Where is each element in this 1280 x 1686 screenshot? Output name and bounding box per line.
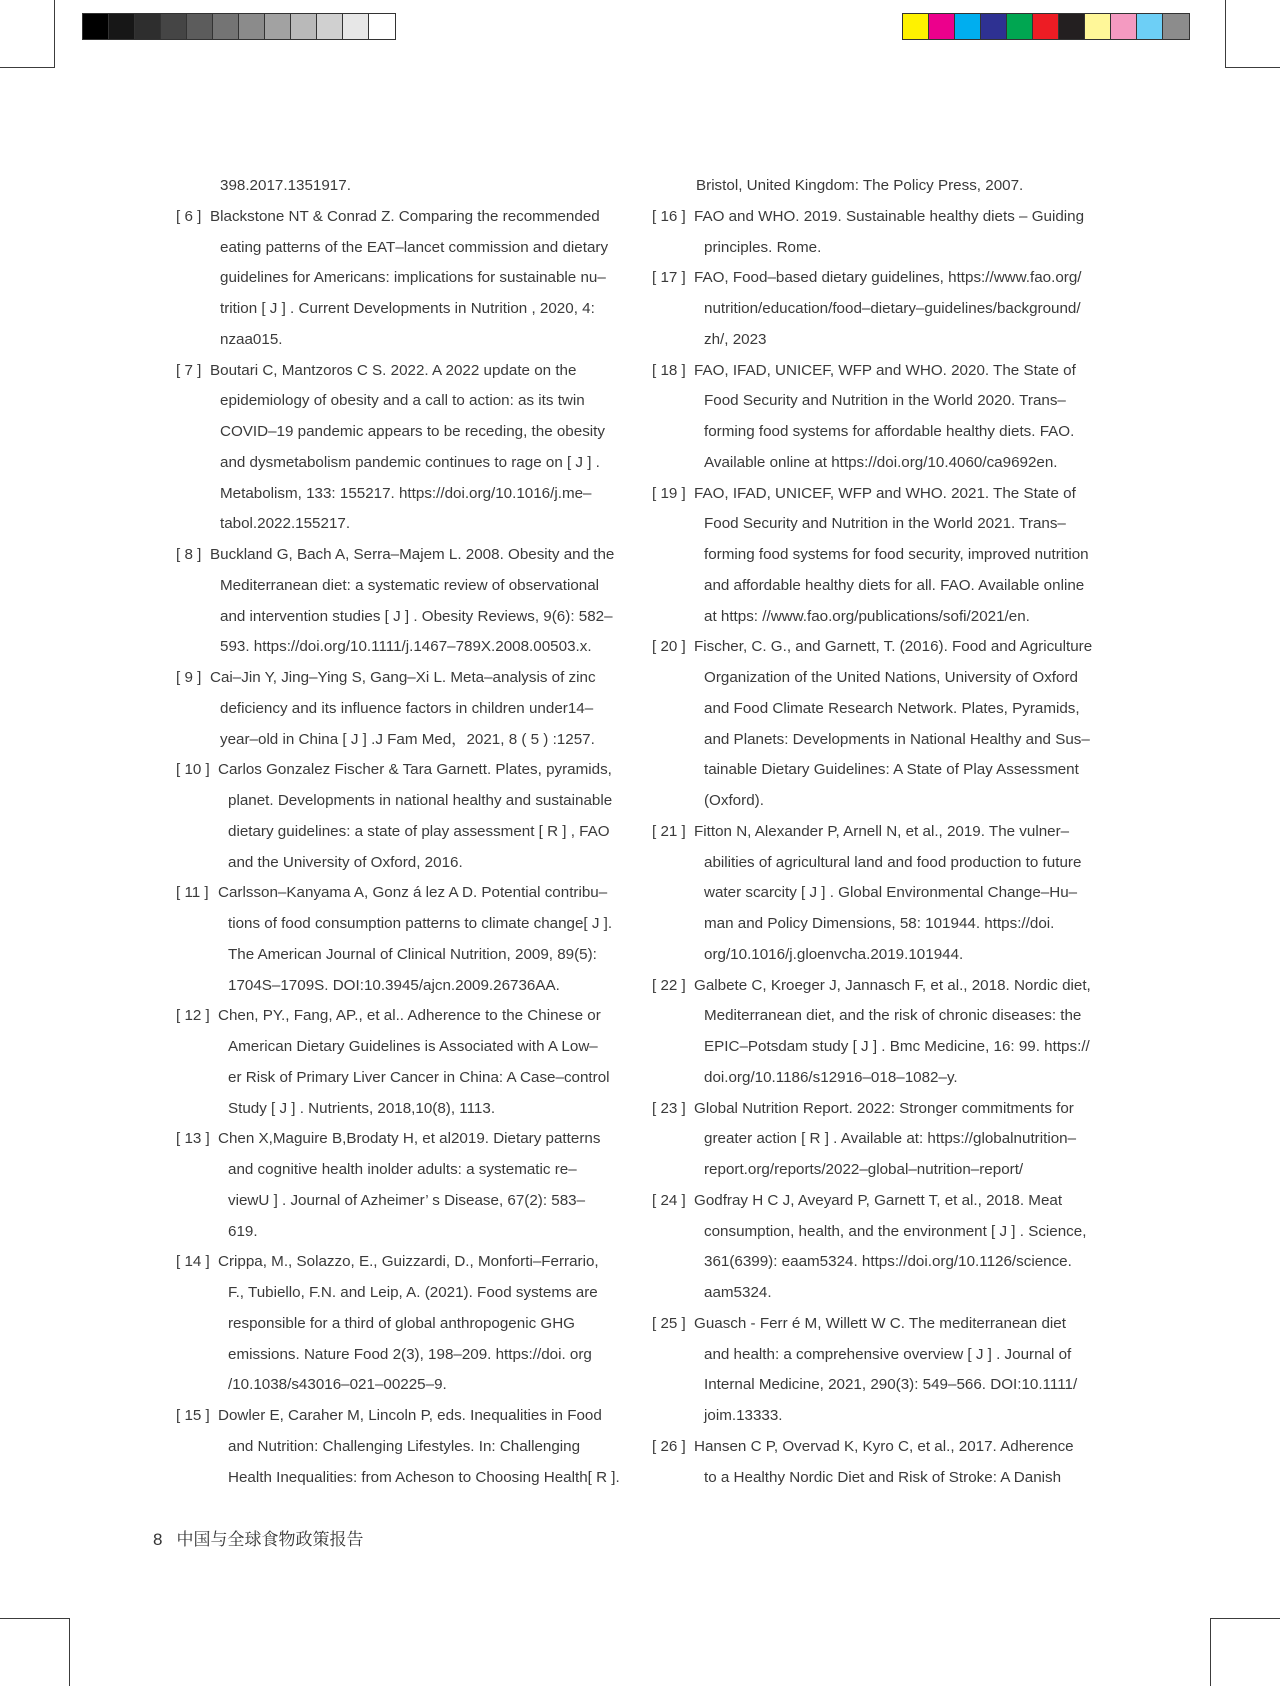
reference-continuation-line: joim.13333.	[704, 1407, 783, 1424]
color-swatch	[903, 14, 929, 39]
color-swatch	[291, 14, 317, 39]
reference-text: Chen X,Maguire B,Brodaty H, et al2019. Dietary patterns	[218, 1130, 601, 1148]
reference-number: [ 20 ]	[652, 638, 686, 656]
reference-number: [ 18 ]	[652, 361, 686, 379]
reference-continuation-line: and cognitive health inolder adults: a systematic re–	[228, 1161, 577, 1178]
reference-number: [ 7 ]	[176, 361, 202, 379]
reference-first-line	[652, 632, 1102, 663]
reference-continuation-line: nzaa015.	[220, 330, 283, 348]
reference-text: Hansen C P, Overvad K, Kyro C, et al., 2017. Adherence	[694, 1437, 1074, 1455]
reference-number: [ 12 ]	[176, 1007, 210, 1025]
color-swatch	[981, 14, 1007, 39]
reference-continuation-line: dietary guidelines: a state of play assessment [ R ] , FAO	[228, 822, 610, 840]
reference-continuation-line: tions of food consumption patterns to climate change[ J ].	[228, 915, 613, 932]
reference-text: Fischer, C. G., and Garnett, T. (2016). Food and Agriculture	[694, 638, 1093, 656]
reference-first-line	[652, 1186, 1102, 1217]
reference-continuation-line: Metabolism, 133: 155217. https://doi.org/10.1016/j.me–	[220, 484, 592, 502]
color-swatch	[83, 14, 109, 39]
reference-continuation-line: planet. Developments in national healthy and sustainable	[228, 792, 613, 809]
reference-entry	[176, 540, 626, 663]
crop-mark	[1210, 1618, 1280, 1619]
reference-continuation-line: aam5324.	[704, 1284, 772, 1301]
reference-first-line	[652, 971, 1102, 1002]
reference-continuation-line: year–old in China [ J ] .J Fam Med，2021, 8 ( 5 ) :1257.	[220, 730, 595, 748]
color-swatch	[929, 14, 955, 39]
reference-text: Crippa, M., Solazzo, E., Guizzardi, D., Monforti–Ferrario,	[218, 1253, 599, 1271]
reference-continuation-line: er Risk of Primary Liver Cancer in China: A Case–control	[228, 1068, 610, 1086]
reference-continuation-line: and Nutrition: Challenging Lifestyles. In: Challenging	[228, 1437, 581, 1455]
reference-continuation-line: 619.	[228, 1222, 258, 1240]
reference-continuation-line: at https: //www.fao.org/publications/sofi/2021/en.	[704, 607, 1030, 625]
color-swatch	[239, 14, 265, 39]
reference-number: [ 24 ]	[652, 1191, 686, 1209]
process-color-bar	[902, 13, 1190, 40]
reference-continuation-line: Available online at https://doi.org/10.4060/ca9692en.	[704, 453, 1058, 471]
reference-continuation-line: abilities of agricultural land and food production to future	[704, 853, 1082, 871]
color-swatch	[1085, 14, 1111, 39]
reference-first-line	[176, 1401, 626, 1432]
crop-mark	[0, 1618, 70, 1619]
reference-text: FAO, IFAD, UNICEF, WFP and WHO. 2021. The State of	[694, 484, 1076, 502]
reference-continuation-line: viewU ] . Journal of Azheimer’ s Disease, 67(2): 583–	[228, 1191, 586, 1209]
reference-entry	[176, 1001, 626, 1124]
reference-text: Blackstone NT & Conrad Z. Comparing the recommended	[210, 207, 600, 225]
reference-number: [ 6 ]	[176, 207, 202, 225]
reference-first-line	[652, 1432, 1102, 1463]
reference-number: [ 8 ]	[176, 546, 202, 563]
reference-continuation-line: greater action [ R ] . Available at: https://globalnutrition–	[704, 1130, 1077, 1148]
color-swatch	[213, 14, 239, 39]
reference-entry	[176, 755, 626, 878]
reference-continuation-line: Food Security and Nutrition in the World 2021. Trans–	[704, 515, 1066, 533]
reference-first-line	[176, 540, 626, 571]
reference-continuation-line: and Food Climate Research Network. Plates, Pyramids,	[704, 699, 1080, 717]
reference-continuation-line: Internal Medicine, 2021, 290(3): 549–566. DOI:10.1111/	[704, 1376, 1078, 1394]
reference-entry	[652, 263, 1102, 355]
reference-continuation-line: deficiency and its influence factors in children under14–	[220, 699, 594, 717]
reference-continuation-line: epidemiology of obesity and a call to action: as its twin	[220, 392, 585, 410]
reference-first-line	[652, 202, 1102, 233]
reference-continuation-line: 1704S–1709S. DOI:10.3945/ajcn.2009.26736AA.	[228, 976, 560, 994]
reference-entry	[176, 1124, 626, 1247]
reference-continuation-line: tainable Dietary Guidelines: A State of Play Assessment	[704, 761, 1079, 779]
reference-entry	[176, 878, 626, 1001]
reference-text: Galbete C, Kroeger J, Jannasch F, et al., 2018. Nordic diet,	[694, 976, 1091, 994]
crop-mark	[0, 67, 55, 68]
reference-first-line	[176, 356, 626, 387]
reference-number: [ 21 ]	[652, 822, 686, 840]
reference-number: [ 14 ]	[176, 1253, 210, 1271]
reference-entry	[652, 356, 1102, 479]
reference-first-line	[176, 878, 626, 909]
reference-continuation-line: doi.org/10.1186/s12916–018–1082–y.	[704, 1068, 958, 1086]
reference-number: [ 16 ]	[652, 207, 686, 225]
reference-continuation-line: consumption, health, and the environment [ J ] . Science,	[704, 1222, 1087, 1240]
color-swatch	[1137, 14, 1163, 39]
reference-continuation-line: water scarcity [ J ] . Global Environmental Change–Hu–	[704, 884, 1078, 902]
reference-entry	[652, 971, 1102, 1094]
reference-first-line	[176, 202, 626, 233]
reference-first-line	[652, 1094, 1102, 1125]
reference-number: [ 23 ]	[652, 1099, 686, 1117]
reference-continuation-line: Mediterranean diet: a systematic review of observational	[220, 576, 600, 594]
color-swatch	[109, 14, 135, 39]
color-swatch	[265, 14, 291, 39]
reference-continuation-line: zh/, 2023	[704, 330, 767, 348]
reference-entry	[652, 479, 1102, 633]
reference-first-line	[652, 817, 1102, 848]
reference-entry	[176, 1247, 626, 1401]
reference-continuation-line: and health: a comprehensive overview [ J ] . Journal of	[704, 1345, 1072, 1363]
reference-continuation-line: 361(6399): eaam5324. https://doi.org/10.1126/science.	[704, 1253, 1072, 1271]
reference-continuation-line: responsible for a third of global anthropogenic GHG	[228, 1314, 575, 1332]
reference-text: FAO, IFAD, UNICEF, WFP and WHO. 2020. The State of	[694, 361, 1076, 379]
reference-text: Carlos Gonzalez Fischer & Tara Garnett. Plates, pyramids,	[218, 761, 612, 779]
reference-continuation-line: to a Healthy Nordic Diet and Risk of Stroke: A Danish	[704, 1468, 1062, 1486]
reference-continuation-line: 398.2017.1351917.	[220, 177, 351, 194]
reference-number: [ 22 ]	[652, 976, 686, 994]
reference-first-line	[176, 1247, 626, 1278]
reference-text: Carlsson–Kanyama A, Gonz á lez A D. Potential contribu–	[218, 884, 608, 902]
reference-continuation-line: Organization of the United Nations, University of Oxford	[704, 669, 1078, 686]
reference-continuation-line: guidelines for Americans: implications for sustainable nu–	[220, 269, 606, 287]
reference-continuation-line: org/10.1016/j.gloenvcha.2019.101944.	[704, 945, 964, 963]
reference-entry	[652, 1186, 1102, 1309]
reference-text: Fitton N, Alexander P, Arnell N, et al., 2019. The vulner–	[694, 822, 1070, 840]
reference-continuation-line: trition [ J ] . Current Developments in Nutrition , 2020, 4:	[220, 300, 595, 317]
page-number: 8	[153, 1530, 163, 1549]
color-swatch	[1007, 14, 1033, 39]
reference-text: Dowler E, Caraher M, Lincoln P, eds. Inequalities in Food	[218, 1407, 602, 1424]
crop-mark	[69, 1618, 70, 1686]
reference-continuation-line: Study [ J ] . Nutrients, 2018,10(8), 1113.	[228, 1099, 496, 1117]
grayscale-color-bar	[82, 13, 396, 40]
reference-first-line	[652, 1309, 1102, 1340]
crop-mark	[1225, 0, 1226, 68]
reference-number: [ 26 ]	[652, 1437, 686, 1455]
reference-continuation-line: nutrition/education/food–dietary–guidelines/background/	[704, 300, 1081, 317]
reference-number: [ 15 ]	[176, 1407, 210, 1424]
reference-entry	[652, 202, 1102, 264]
reference-continuation-line: and the University of Oxford, 2016.	[228, 853, 463, 871]
reference-continuation-line: Mediterranean diet, and the risk of chronic diseases: the	[704, 1007, 1082, 1025]
reference-continuation-line: forming food systems for affordable healthy diets. FAO.	[704, 423, 1075, 440]
reference-continuation-line: eating patterns of the EAT–lancet commission and dietary	[220, 238, 609, 256]
reference-text: Cai–Jin Y, Jing–Ying S, Gang–Xi L. Meta–analysis of zinc	[210, 669, 596, 686]
reference-first-line	[176, 1001, 626, 1032]
reference-first-line	[652, 263, 1102, 294]
reference-number: [ 13 ]	[176, 1130, 210, 1148]
reference-continuation-line: and affordable healthy diets for all. FAO. Available online	[704, 576, 1085, 594]
crop-mark	[1210, 1618, 1211, 1686]
reference-entry	[176, 202, 626, 356]
reference-continuation-line: The American Journal of Clinical Nutrition, 2009, 89(5):	[228, 945, 597, 963]
reference-text: FAO and WHO. 2019. Sustainable healthy diets – Guiding	[694, 207, 1085, 225]
color-swatch	[369, 14, 395, 39]
reference-text: FAO, Food–based dietary guidelines, https://www.fao.org/	[694, 269, 1082, 287]
reference-number: [ 9 ]	[176, 669, 202, 686]
reference-continuation-line: and intervention studies [ J ] . Obesity Reviews, 9(6): 582–	[220, 607, 613, 625]
reference-entry	[652, 1309, 1102, 1432]
color-swatch	[1033, 14, 1059, 39]
color-swatch	[1163, 14, 1189, 39]
reference-number: [ 19 ]	[652, 484, 686, 502]
reference-text: Boutari C, Mantzoros C S. 2022. A 2022 update on the	[210, 361, 577, 379]
reference-number: [ 25 ]	[652, 1314, 686, 1332]
reference-entry	[652, 817, 1102, 971]
reference-continuation-line: tabol.2022.155217.	[220, 515, 351, 533]
reference-number: [ 10 ]	[176, 761, 210, 779]
reference-text: Godfray H C J, Aveyard P, Garnett T, et al., 2018. Meat	[694, 1191, 1063, 1209]
reference-continuation-line: (Oxford).	[704, 792, 764, 809]
reference-continuation-line: COVID–19 pandemic appears to be receding, the obesity	[220, 423, 605, 440]
color-swatch	[135, 14, 161, 39]
reference-first-line	[652, 356, 1102, 387]
reference-text: Chen, PY., Fang, AP., et al.. Adherence to the Chinese or	[218, 1007, 601, 1025]
reference-continuation-line: Health Inequalities: from Acheson to Choosing Health[ R ].	[228, 1468, 620, 1486]
reference-first-line	[176, 755, 626, 786]
reference-text: Guasch - Ferr é M, Willett W C. The mediterranean diet	[694, 1314, 1066, 1332]
reference-continuation-line: EPIC–Potsdam study [ J ] . Bmc Medicine, 16: 99. https://	[704, 1038, 1090, 1055]
references-right-column	[652, 171, 1102, 1493]
color-swatch	[161, 14, 187, 39]
color-swatch	[1111, 14, 1137, 39]
report-title: 中国与全球食物政策报告	[176, 1530, 364, 1549]
reference-entry	[176, 663, 626, 755]
references-left-column	[176, 171, 626, 1493]
reference-continuation-line: Bristol, United Kingdom: The Policy Press, 2007.	[696, 177, 1024, 194]
color-swatch	[955, 14, 981, 39]
crop-mark	[1225, 67, 1280, 68]
reference-continuation-line: principles. Rome.	[704, 238, 822, 256]
reference-entry	[176, 356, 626, 541]
reference-entry	[176, 1401, 626, 1493]
reference-continuation-line: F., Tubiello, F.N. and Leip, A. (2021). Food systems are	[228, 1284, 598, 1301]
reference-continuation-line: American Dietary Guidelines is Associated with A Low–	[228, 1038, 598, 1055]
reference-continuation-line: forming food systems for food security, improved nutrition	[704, 546, 1089, 563]
reference-continuation-line: /10.1038/s43016–021–00225–9.	[228, 1376, 447, 1394]
crop-mark	[54, 0, 55, 68]
reference-first-line	[176, 1124, 626, 1155]
color-swatch	[343, 14, 369, 39]
reference-continuation-line: and Planets: Developments in National Healthy and Sus–	[704, 730, 1090, 748]
reference-entry	[652, 1094, 1102, 1186]
reference-number: [ 17 ]	[652, 269, 686, 287]
reference-continuation-line: emissions. Nature Food 2(3), 198–209. https://doi. org	[228, 1345, 592, 1363]
reference-number: [ 11 ]	[176, 884, 209, 902]
reference-continuation-line: Food Security and Nutrition in the World 2020. Trans–	[704, 392, 1066, 410]
reference-text: Buckland G, Bach A, Serra–Majem L. 2008. Obesity and the	[210, 546, 615, 563]
reference-continuation-line: 593. https://doi.org/10.1111/j.1467–789X.2008.00503.x.	[220, 638, 592, 656]
reference-text: Global Nutrition Report. 2022: Stronger commitments for	[694, 1099, 1074, 1117]
reference-continuation-line: man and Policy Dimensions, 58: 101944. https://doi.	[704, 915, 1055, 932]
color-swatch	[187, 14, 213, 39]
reference-entry	[652, 1432, 1102, 1494]
reference-continuation-line: and dysmetabolism pandemic continues to rage on [ J ] .	[220, 453, 600, 471]
reference-first-line	[176, 663, 626, 694]
reference-continuation-line: report.org/reports/2022–global–nutrition–report/	[704, 1161, 1024, 1178]
color-swatch	[1059, 14, 1085, 39]
reference-first-line	[652, 479, 1102, 510]
color-swatch	[317, 14, 343, 39]
page-footer	[153, 1525, 363, 1550]
reference-entry	[652, 632, 1102, 817]
